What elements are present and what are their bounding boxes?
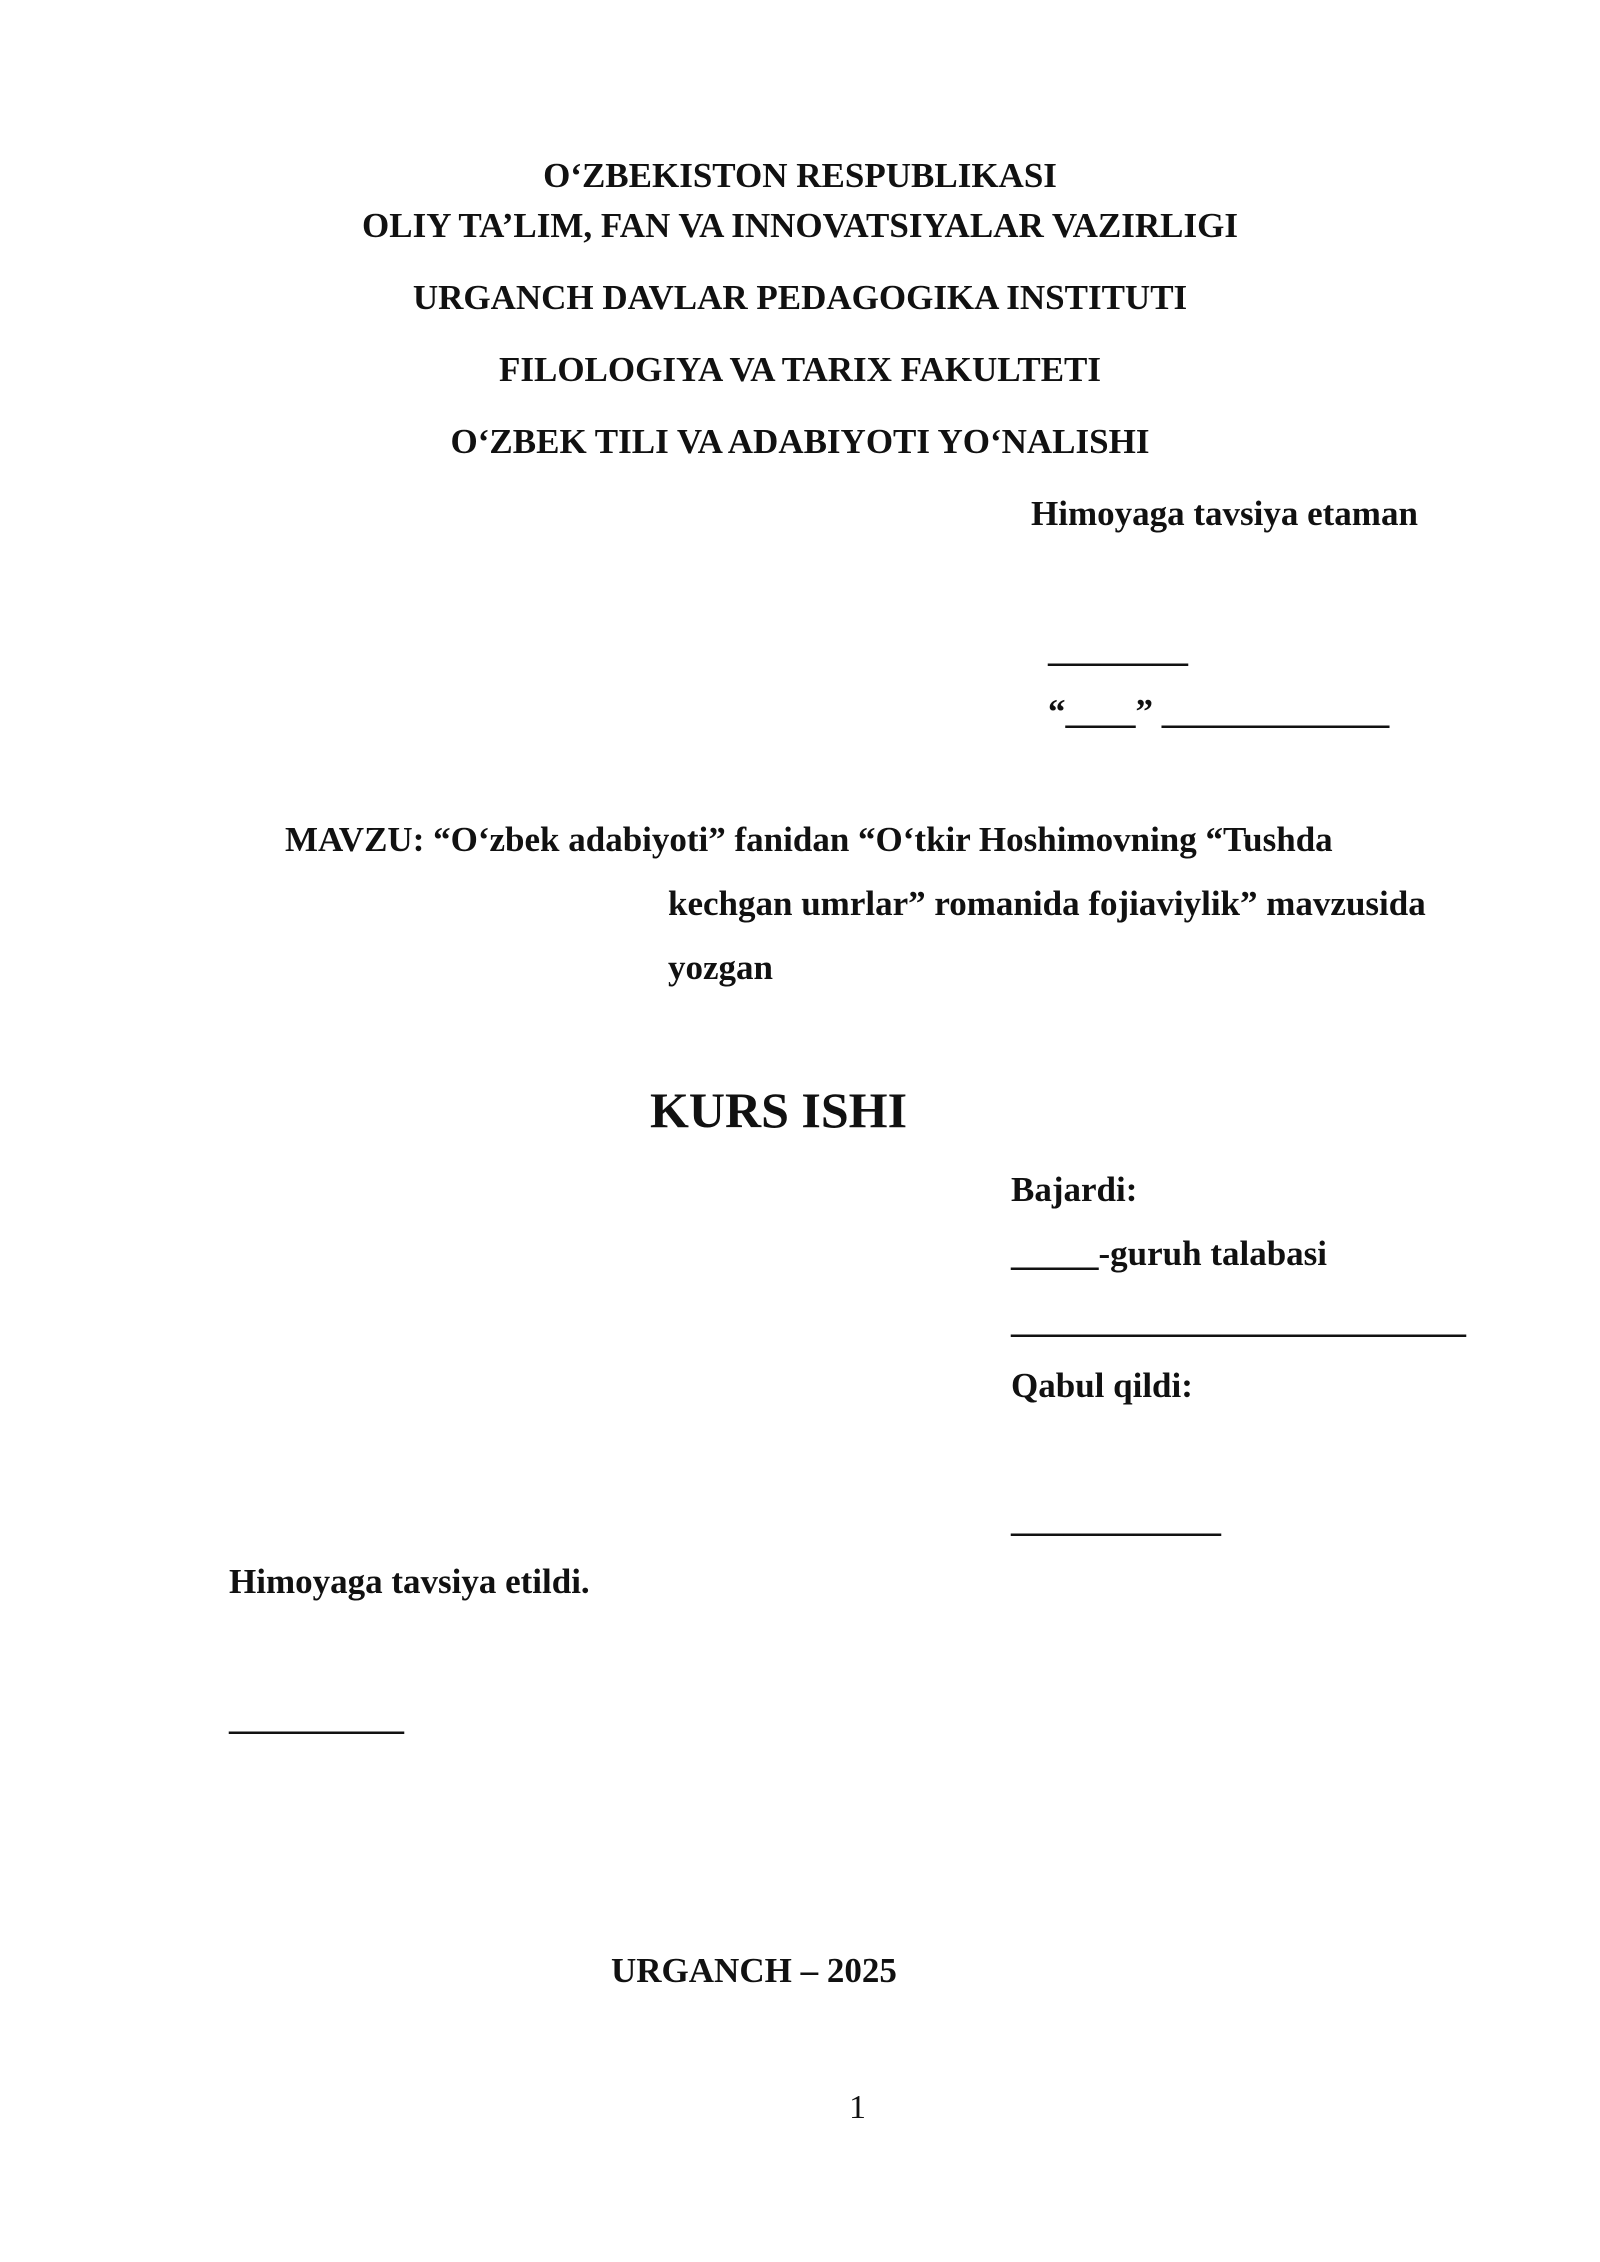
topic-line-1: MAVZU: “O‘zbek adabiyoti” fanidan “O‘tkir Hoshimovning “Tushda xyxy=(285,820,1333,859)
performer-label: Bajardi: xyxy=(1011,1170,1138,1209)
performer-group: _____-guruh talabasi xyxy=(1011,1234,1328,1273)
ministry-heading: OLIY TA’LIM, FAN VA INNOVATSIYALAR VAZIRLIGI xyxy=(362,206,1238,245)
work-title: KURS ISHI xyxy=(650,1082,908,1138)
defense-recommended: Himoyaga tavsiya etildi. xyxy=(229,1562,590,1601)
republic-heading: O‘ZBEKISTON RESPUBLIKASI xyxy=(543,156,1057,195)
receiver-name-line: ____________ xyxy=(1011,1500,1221,1539)
performer-name-line: __________________________ xyxy=(1011,1301,1466,1340)
faculty-heading: FILOLOGIYA VA TARIX FAKULTETI xyxy=(498,350,1102,389)
approval-signature-line: ________ xyxy=(1048,630,1188,669)
page-number: 1 xyxy=(849,2089,866,2126)
institute-heading: URGANCH DAVLAR PEDAGOGIKA INSTITUTI xyxy=(412,278,1188,317)
topic-line-2: kechgan umrlar” romanida fojiaviylik” mavzusida xyxy=(668,884,1426,923)
topic-line-3: yozgan xyxy=(668,948,773,987)
approval-recommend: Himoyaga tavsiya etaman xyxy=(1031,494,1418,533)
receiver-label: Qabul qildi: xyxy=(1011,1366,1193,1405)
city-year: URGANCH – 2025 xyxy=(611,1951,897,1990)
direction-heading: O‘ZBEK TILI VA ADABIYOTI YO‘NALISHI xyxy=(450,422,1150,461)
defense-signature-line: __________ xyxy=(229,1698,404,1737)
approval-date-line: “____” _____________ xyxy=(1048,692,1390,731)
